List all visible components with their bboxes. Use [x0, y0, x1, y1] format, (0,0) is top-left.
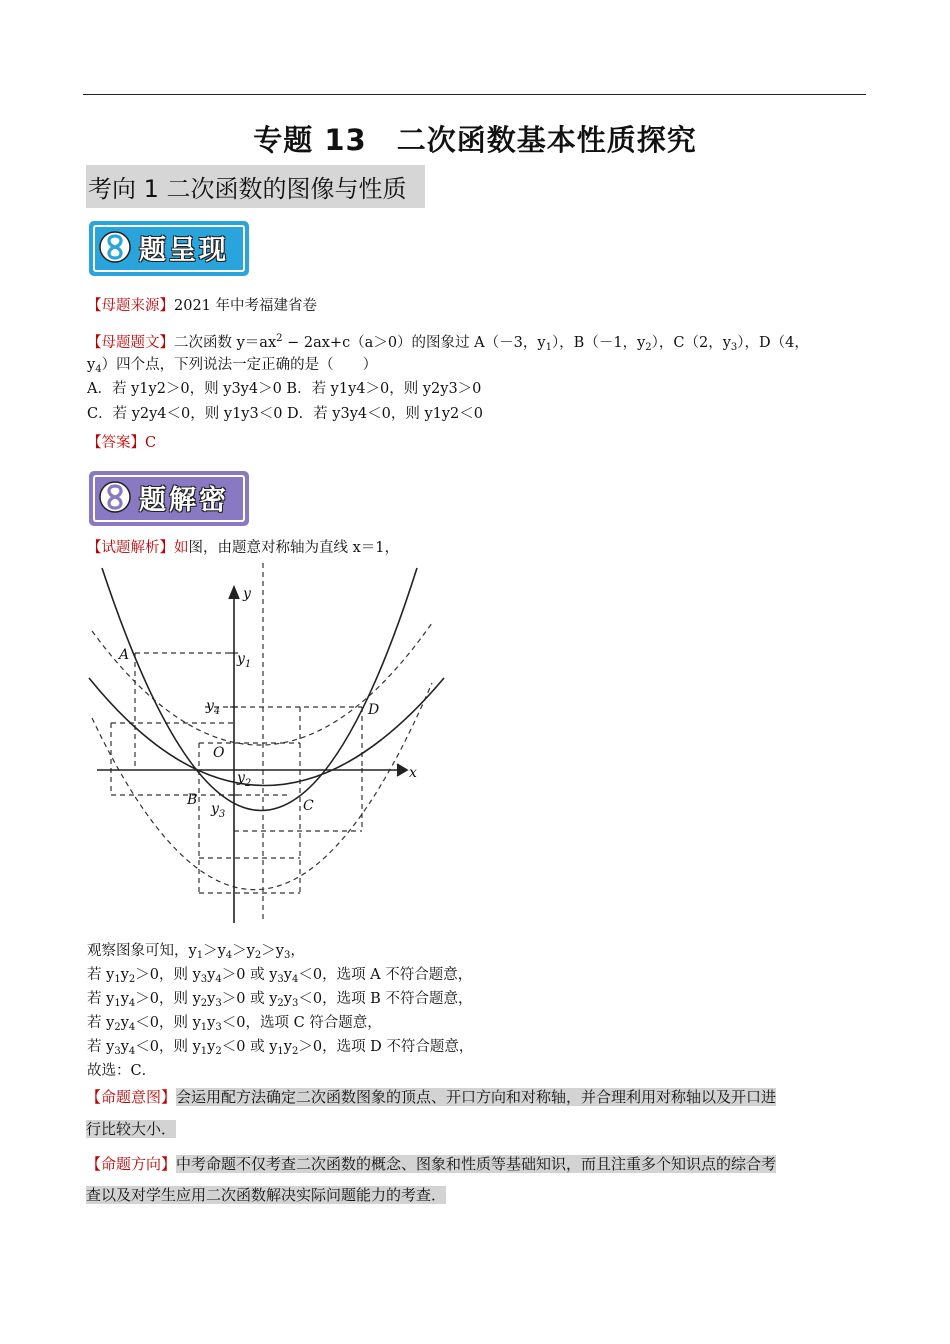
question-text: − 2ax+c（a＞0）的图象过 A（－3，y — [282, 335, 546, 351]
direction-line-2 — [86, 1184, 446, 1205]
badge-solution — [89, 471, 249, 526]
analysis-tag: 【试题解析】 — [87, 540, 174, 556]
label-y4: $y_4$ — [206, 698, 221, 717]
badge-title: 题呈现 — [139, 235, 229, 266]
label-origin: O — [213, 745, 225, 761]
page-title: 专题 13 二次函数基本性质探究 — [253, 123, 697, 157]
question-line-1: 【母题题文】二次函数 $y=ax^2 - 2ax+c(a>0)$的图象过 A（－3，$y_1$），B（－1，$y_2$），C（2，$y_3$），D（4， — [87, 333, 809, 353]
intent-tag: 【命题意图】 — [86, 1088, 177, 1106]
label-y: y — [243, 586, 251, 602]
options-cd: C．若 y2y4＜0，则 y1y3＜0 D．若 y3y4＜0，则 y1y2＜0 — [87, 406, 484, 422]
question-text: ），B（－1，y — [551, 335, 646, 351]
analysis-red: 如 — [174, 540, 189, 556]
analysis-line — [87, 538, 399, 558]
direction-text: 查以及对学生应用二次函数解决实际问题能力的考查． — [86, 1186, 447, 1204]
question-line-2: $y_4$）四个点，下列说法一定正确的是（ ） — [87, 357, 378, 375]
question-text: ），D（4， — [737, 335, 809, 351]
analysis-text: 图，由题意对称轴为直线 x＝1， — [188, 540, 400, 556]
badge-logo-icon — [98, 480, 132, 514]
intent-text: 行比较大小． — [86, 1120, 177, 1138]
analysis-line-1: 观察图象可知，$y_1>y_4>y_2>y_3$， — [87, 943, 305, 961]
analysis-line-5: 若 $y_3y_4<0$，则 $y_1y_2<0$ 或 $y_1y_2>0$，选项 D 不符合题意， — [87, 1039, 474, 1057]
top-rule — [83, 94, 866, 95]
question-text: ）四个点，下列说法一定正确的是（ ） — [101, 357, 378, 373]
label-x: x — [409, 765, 417, 781]
source-tag: 【母题来源】 — [87, 298, 174, 314]
badge-title: 题解密 — [139, 485, 229, 516]
analysis-line-4: 若 $y_2y_4<0$，则 $y_1y_3<0$，选项 C 符合题意， — [87, 1015, 382, 1033]
direction-tag: 【命题方向】 — [86, 1155, 177, 1173]
answer-value: C — [145, 435, 157, 451]
options-ab: A．若 y1y2＞0，则 y3y4＞0 B．若 y1y4＞0，则 y2y3＞0 — [87, 381, 482, 397]
intent-line-2 — [86, 1118, 176, 1139]
parabola-steep — [102, 568, 417, 811]
source-line — [87, 296, 317, 316]
label-y2: $y_2$ — [237, 770, 252, 789]
badge-logo-icon — [98, 230, 132, 264]
question-text: y — [87, 357, 96, 373]
label-point-d: D — [368, 702, 380, 718]
answer-tag: 【答案】 — [87, 435, 145, 451]
section-heading-text: 考向 1 二次函数的图像与性质 — [88, 175, 407, 203]
intent-text: 会运用配方法确定二次函数图象的顶点、开口方向和对称轴，并合理利用对称轴以及开口进 — [176, 1088, 777, 1106]
analysis-line-3: 若 $y_1y_4>0$，则 $y_2y_3>0$ 或 $y_2y_3<0$，选项 B 不符合题意， — [87, 991, 473, 1009]
label-point-c: C — [303, 798, 314, 814]
parabola-figure — [87, 563, 447, 928]
section-heading — [86, 165, 425, 208]
analysis-line-2: 若 $y_1y_2>0$，则 $y_3y_4>0$ 或 $y_3y_4<0$，选项 A 不符合题意， — [87, 967, 473, 985]
label-point-a: A — [119, 647, 130, 663]
label-y3: $y_3$ — [211, 801, 226, 820]
label-point-b: B — [187, 792, 198, 808]
source-text: 2021 年中考福建省卷 — [174, 298, 318, 314]
question-text: 二次函数 y＝ax — [174, 335, 277, 351]
answer-line — [87, 433, 156, 453]
question-tag: 【母题题文】 — [87, 335, 174, 351]
direction-text: 中考命题不仅考查二次函数的概念、图象和性质等基础知识，而且注重多个知识点的综合考 — [176, 1155, 777, 1173]
direction-line-1 — [86, 1153, 776, 1174]
analysis-line-6: 故选：C． — [87, 1063, 157, 1079]
question-text: ），C（2，y — [651, 335, 731, 351]
badge-problem — [89, 221, 249, 276]
label-y1: $y_1$ — [237, 651, 252, 670]
intent-line-1 — [86, 1086, 776, 1107]
